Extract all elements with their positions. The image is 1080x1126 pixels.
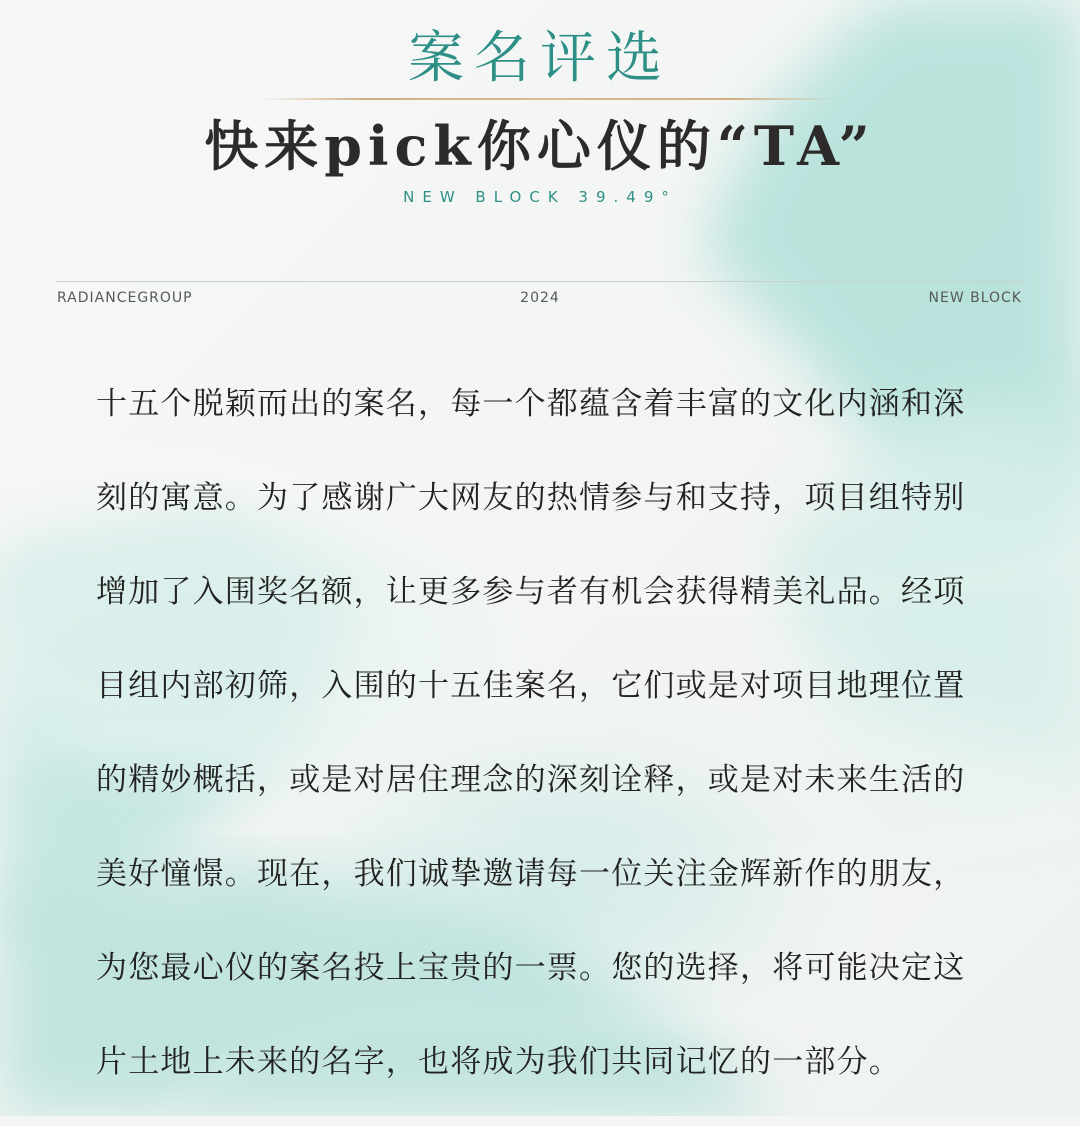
project-tagline: NEW BLOCK 39.49° (403, 188, 677, 206)
paragraph-line: 美好憧憬。现在，我们诚挚邀请每一位关注金辉新作的朋友， (96, 856, 966, 892)
page-title: 案名评选 (408, 26, 672, 91)
project-label: NEW BLOCK (928, 290, 1022, 306)
meta-divider (56, 281, 1024, 282)
page-subtitle: 快来pick你心仪的“TA” (204, 114, 876, 178)
paragraph-line: 的精妙概括，或是对居住理念的深刻诠释，或是对未来生活的 (96, 762, 966, 798)
year-label: 2024 (520, 290, 560, 306)
paragraph-line: 十五个脱颖而出的案名，每一个都蕴含着丰富的文化内涵和深 (96, 386, 966, 422)
brand-label: RADIANCEGROUP (57, 290, 193, 306)
paragraph-line: 目组内部初筛，入围的十五佳案名，它们或是对项目地理位置 (96, 668, 966, 704)
paragraph-line: 刻的寓意。为了感谢广大网友的热情参与和支持，项目组特别 (96, 480, 966, 516)
body-paragraph (96, 374, 986, 1126)
paragraph-line: 片土地上未来的名字，也将成为我们共同记忆的一部分。 (96, 1044, 901, 1080)
paragraph-line: 为您最心仪的案名投上宝贵的一票。您的选择，将可能决定这 (96, 950, 966, 986)
paragraph-line: 增加了入围奖名额，让更多参与者有机会获得精美礼品。经项 (96, 574, 966, 610)
title-divider (262, 98, 838, 100)
